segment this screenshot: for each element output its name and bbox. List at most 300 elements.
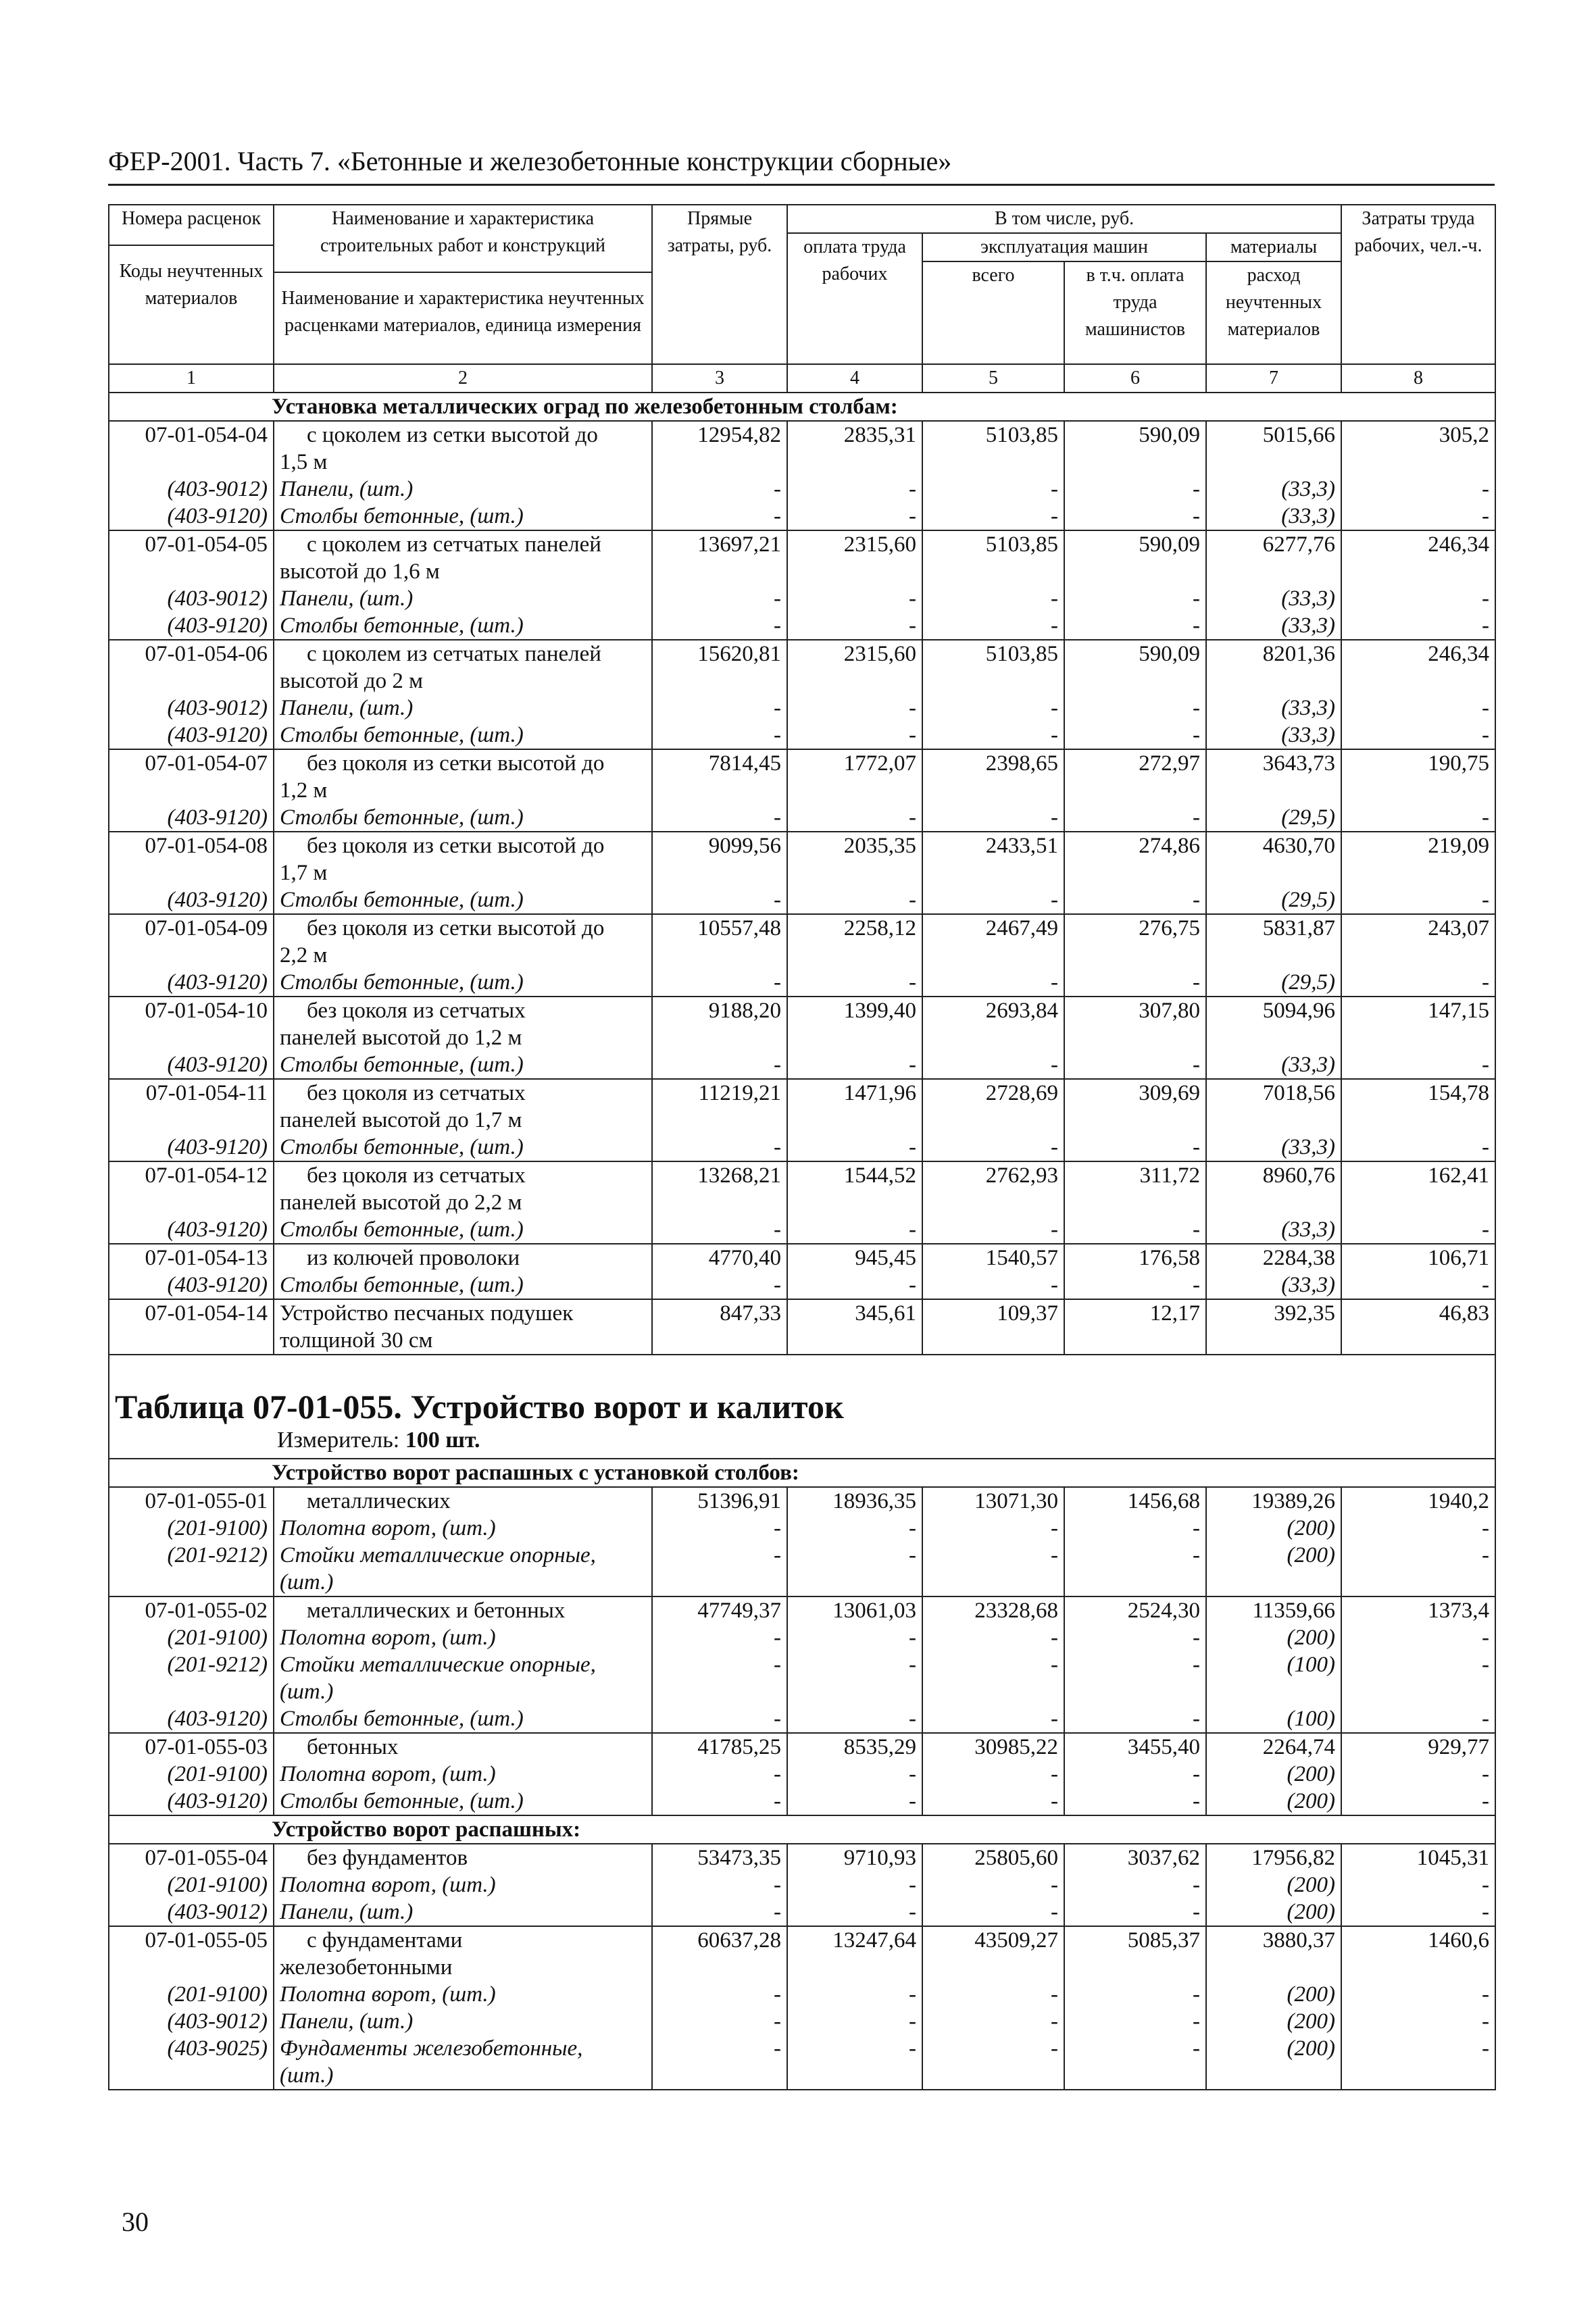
- machine-cost-cell: -: [922, 1651, 1064, 1678]
- direct-cost-cell: 12954,82: [652, 421, 787, 449]
- direct-cost-cell: [652, 2062, 787, 2090]
- code-cell: 07-01-054-07: [109, 749, 274, 777]
- machine-cost-cell: -: [922, 1624, 1064, 1651]
- labor-cost-cell: [787, 1107, 922, 1134]
- header-col4: оплата труда рабочих: [787, 233, 922, 364]
- machine-cost-cell: [922, 449, 1064, 476]
- machine-labor-cell: [1064, 1327, 1206, 1355]
- name-cell: Фундаменты железобетонные,: [274, 2035, 652, 2062]
- materials-cell: [1206, 668, 1341, 695]
- machine-cost-cell: [922, 1327, 1064, 1355]
- measure-label: Измеритель:: [277, 1428, 400, 1453]
- direct-cost-cell: -: [652, 1624, 787, 1651]
- labor-hours-cell: -: [1341, 503, 1495, 530]
- direct-cost-cell: [652, 859, 787, 886]
- labor-hours-cell: [1341, 1678, 1495, 1705]
- direct-cost-cell: -: [652, 1981, 787, 2008]
- labor-cost-cell: 13247,64: [787, 1926, 922, 1954]
- machine-cost-cell: 2728,69: [922, 1079, 1064, 1107]
- labor-cost-cell: 1399,40: [787, 997, 922, 1024]
- rate-row: [109, 1079, 1495, 1107]
- name-cell: Панели, (шт.): [274, 1898, 652, 1926]
- labor-cost-cell: [787, 558, 922, 585]
- labor-cost-cell: -: [787, 2035, 922, 2062]
- code-cell: 07-01-054-11: [109, 1079, 274, 1107]
- labor-hours-cell: -: [1341, 612, 1495, 640]
- material-row: [109, 886, 1495, 914]
- materials-cell: 11359,66: [1206, 1596, 1341, 1624]
- labor-cost-cell: -: [787, 969, 922, 997]
- machine-cost-cell: [922, 942, 1064, 969]
- code-cell: 07-01-054-08: [109, 832, 274, 859]
- labor-cost-cell: -: [787, 1515, 922, 1542]
- code-cell: [109, 1678, 274, 1705]
- materials-cell: [1206, 1678, 1341, 1705]
- machine-cost-cell: 13071,30: [922, 1487, 1064, 1515]
- materials-cell: (33,3): [1206, 695, 1341, 722]
- machine-cost-cell: -: [922, 1051, 1064, 1079]
- labor-hours-cell: -: [1341, 1515, 1495, 1542]
- continuation-row: [109, 1569, 1495, 1596]
- rate-row: [109, 914, 1495, 942]
- machine-labor-cell: 309,69: [1064, 1079, 1206, 1107]
- code-cell: [109, 1107, 274, 1134]
- direct-cost-cell: 13268,21: [652, 1161, 787, 1189]
- machine-cost-cell: 5103,85: [922, 530, 1064, 558]
- machine-labor-cell: [1064, 942, 1206, 969]
- code-cell: 07-01-055-01: [109, 1487, 274, 1515]
- machine-cost-cell: [922, 1189, 1064, 1216]
- labor-cost-cell: -: [787, 503, 922, 530]
- code-cell: (403-9120): [109, 1051, 274, 1079]
- code-cell: (403-9012): [109, 585, 274, 612]
- machine-cost-cell: 2433,51: [922, 832, 1064, 859]
- machine-labor-cell: -: [1064, 1515, 1206, 1542]
- code-cell: (403-9120): [109, 969, 274, 997]
- material-row: [109, 1272, 1495, 1299]
- header-rule: [108, 184, 1495, 186]
- machine-cost-cell: -: [922, 585, 1064, 612]
- labor-hours-cell: -: [1341, 1624, 1495, 1651]
- labor-cost-cell: 13061,03: [787, 1596, 922, 1624]
- direct-cost-cell: 51396,91: [652, 1487, 787, 1515]
- machine-labor-cell: -: [1064, 2008, 1206, 2035]
- material-row: [109, 1705, 1495, 1733]
- column-number: 8: [1341, 364, 1495, 393]
- name-cell: Столбы бетонные, (шт.): [274, 804, 652, 832]
- name-cell: панелей высотой до 1,2 м: [274, 1024, 652, 1051]
- labor-hours-cell: [1341, 2062, 1495, 2090]
- machine-labor-cell: [1064, 558, 1206, 585]
- machine-cost-cell: [922, 1678, 1064, 1705]
- labor-hours-cell: 46,83: [1341, 1299, 1495, 1327]
- material-row: [109, 1788, 1495, 1815]
- code-cell: 07-01-054-06: [109, 640, 274, 668]
- machine-labor-cell: [1064, 777, 1206, 804]
- code-cell: [109, 1327, 274, 1355]
- materials-cell: 5831,87: [1206, 914, 1341, 942]
- machine-cost-cell: [922, 1024, 1064, 1051]
- materials-cell: 6277,76: [1206, 530, 1341, 558]
- labor-cost-cell: [787, 1327, 922, 1355]
- direct-cost-cell: 4770,40: [652, 1244, 787, 1272]
- labor-hours-cell: [1341, 1107, 1495, 1134]
- labor-hours-cell: -: [1341, 722, 1495, 749]
- labor-hours-cell: -: [1341, 1705, 1495, 1733]
- labor-hours-cell: [1341, 777, 1495, 804]
- machine-cost-cell: -: [922, 503, 1064, 530]
- rate-row: [109, 1487, 1495, 1515]
- name-cell: Столбы бетонные, (шт.): [274, 1134, 652, 1161]
- machine-labor-cell: -: [1064, 1705, 1206, 1733]
- labor-cost-cell: -: [787, 1134, 922, 1161]
- materials-cell: [1206, 1024, 1341, 1051]
- materials-cell: (29,5): [1206, 804, 1341, 832]
- rate-row: [109, 1161, 1495, 1189]
- machine-cost-cell: [922, 668, 1064, 695]
- direct-cost-cell: 41785,25: [652, 1733, 787, 1761]
- measure-value: 100 шт.: [405, 1428, 480, 1453]
- code-cell: [109, 1954, 274, 1981]
- labor-cost-cell: [787, 942, 922, 969]
- machine-cost-cell: 2762,93: [922, 1161, 1064, 1189]
- material-row: [109, 804, 1495, 832]
- rate-row: [109, 640, 1495, 668]
- section-row-gates: [109, 1815, 1495, 1844]
- name-cell: с цоколем из сетки высотой до: [274, 421, 652, 449]
- materials-cell: 8960,76: [1206, 1161, 1341, 1189]
- machine-cost-cell: [922, 777, 1064, 804]
- machine-labor-cell: -: [1064, 1871, 1206, 1898]
- section-title: Установка металлических оград по железобетонным столбам:: [109, 393, 1495, 421]
- name-cell: Панели, (шт.): [274, 476, 652, 503]
- machine-labor-cell: -: [1064, 1788, 1206, 1815]
- direct-cost-cell: 847,33: [652, 1299, 787, 1327]
- direct-cost-cell: -: [652, 503, 787, 530]
- header-col7: расход неучтенных материалов: [1206, 261, 1341, 364]
- materials-cell: (33,3): [1206, 612, 1341, 640]
- labor-cost-cell: -: [787, 476, 922, 503]
- name-cell: (шт.): [274, 1678, 652, 1705]
- code-cell: (403-9120): [109, 804, 274, 832]
- rate-row: [109, 1844, 1495, 1871]
- name-cell: 1,5 м: [274, 449, 652, 476]
- code-cell: (201-9212): [109, 1651, 274, 1678]
- direct-cost-cell: -: [652, 585, 787, 612]
- rows-gates: [109, 1844, 1495, 2090]
- machine-labor-cell: 12,17: [1064, 1299, 1206, 1327]
- machine-labor-cell: -: [1064, 695, 1206, 722]
- name-cell: Столбы бетонные, (шт.): [274, 1216, 652, 1244]
- labor-cost-cell: [787, 777, 922, 804]
- continuation-row: [109, 2062, 1495, 2090]
- direct-cost-cell: [652, 1678, 787, 1705]
- page-number: 30: [122, 2207, 149, 2237]
- machine-cost-cell: -: [922, 1761, 1064, 1788]
- machine-labor-cell: [1064, 2062, 1206, 2090]
- labor-cost-cell: -: [787, 695, 922, 722]
- materials-cell: (33,3): [1206, 1272, 1341, 1299]
- direct-cost-cell: [652, 777, 787, 804]
- name-cell: Устройство песчаных подушек: [274, 1299, 652, 1327]
- rate-row: [109, 1244, 1495, 1272]
- column-number: 2: [274, 364, 652, 393]
- labor-cost-cell: -: [787, 1624, 922, 1651]
- material-row: [109, 722, 1495, 749]
- labor-hours-cell: -: [1341, 1981, 1495, 2008]
- labor-hours-cell: -: [1341, 1272, 1495, 1299]
- price-table: [108, 204, 1495, 2090]
- continuation-row: [109, 449, 1495, 476]
- code-cell: (403-9012): [109, 2008, 274, 2035]
- name-cell: металлических и бетонных: [274, 1596, 652, 1624]
- continuation-row: [109, 1107, 1495, 1134]
- materials-cell: (100): [1206, 1705, 1341, 1733]
- machine-labor-cell: [1064, 668, 1206, 695]
- labor-cost-cell: -: [787, 1981, 922, 2008]
- material-row: [109, 612, 1495, 640]
- materials-cell: (33,3): [1206, 1216, 1341, 1244]
- material-row: [109, 1981, 1495, 2008]
- machine-cost-cell: -: [922, 1898, 1064, 1926]
- labor-cost-cell: -: [787, 804, 922, 832]
- direct-cost-cell: -: [652, 1705, 787, 1733]
- materials-cell: 2284,38: [1206, 1244, 1341, 1272]
- machine-cost-cell: -: [922, 612, 1064, 640]
- machine-labor-cell: -: [1064, 476, 1206, 503]
- materials-cell: 7018,56: [1206, 1079, 1341, 1107]
- machine-labor-cell: 590,09: [1064, 640, 1206, 668]
- labor-cost-cell: 18936,35: [787, 1487, 922, 1515]
- materials-cell: (200): [1206, 1788, 1341, 1815]
- materials-cell: (33,3): [1206, 476, 1341, 503]
- section-title: Устройство ворот распашных:: [109, 1815, 1495, 1844]
- materials-cell: [1206, 2062, 1341, 2090]
- table-title-cell: [109, 1355, 1495, 1459]
- continuation-row: [109, 1189, 1495, 1216]
- column-number: 4: [787, 364, 922, 393]
- machine-cost-cell: 5103,85: [922, 640, 1064, 668]
- materials-cell: (200): [1206, 1871, 1341, 1898]
- name-cell: Столбы бетонные, (шт.): [274, 969, 652, 997]
- labor-hours-cell: [1341, 1024, 1495, 1051]
- material-row: [109, 1216, 1495, 1244]
- labor-cost-cell: -: [787, 1216, 922, 1244]
- code-cell: 07-01-054-04: [109, 421, 274, 449]
- labor-hours-cell: 219,09: [1341, 832, 1495, 859]
- machine-labor-cell: 276,75: [1064, 914, 1206, 942]
- header-group: В том числе, руб.: [787, 205, 1341, 233]
- column-number: 3: [652, 364, 787, 393]
- direct-cost-cell: -: [652, 722, 787, 749]
- materials-cell: 4630,70: [1206, 832, 1341, 859]
- name-cell: без цоколя из сетчатых: [274, 1079, 652, 1107]
- labor-cost-cell: -: [787, 1788, 922, 1815]
- code-cell: (403-9120): [109, 1705, 274, 1733]
- machine-cost-cell: 2693,84: [922, 997, 1064, 1024]
- material-row: [109, 1651, 1495, 1678]
- machine-labor-cell: 2524,30: [1064, 1596, 1206, 1624]
- labor-cost-cell: [787, 1189, 922, 1216]
- name-cell: Полотна ворот, (шт.): [274, 1624, 652, 1651]
- direct-cost-cell: 10557,48: [652, 914, 787, 942]
- materials-cell: [1206, 1327, 1341, 1355]
- labor-hours-cell: 246,34: [1341, 640, 1495, 668]
- code-cell: [109, 1189, 274, 1216]
- direct-cost-cell: [652, 1327, 787, 1355]
- labor-hours-cell: -: [1341, 1788, 1495, 1815]
- header-cell: [274, 205, 652, 364]
- labor-hours-cell: -: [1341, 585, 1495, 612]
- material-row: [109, 503, 1495, 530]
- materials-cell: (33,3): [1206, 722, 1341, 749]
- labor-hours-cell: 162,41: [1341, 1161, 1495, 1189]
- machine-labor-cell: 311,72: [1064, 1161, 1206, 1189]
- continuation-row: [109, 777, 1495, 804]
- labor-hours-cell: -: [1341, 1542, 1495, 1569]
- labor-hours-cell: [1341, 942, 1495, 969]
- materials-cell: (33,3): [1206, 1051, 1341, 1079]
- material-row: [109, 1134, 1495, 1161]
- name-cell: высотой до 2 м: [274, 668, 652, 695]
- direct-cost-cell: [652, 668, 787, 695]
- name-cell: без фундаментов: [274, 1844, 652, 1871]
- rate-row: [109, 1596, 1495, 1624]
- machine-labor-cell: [1064, 1024, 1206, 1051]
- labor-cost-cell: 1544,52: [787, 1161, 922, 1189]
- code-cell: [109, 558, 274, 585]
- material-row: [109, 1515, 1495, 1542]
- material-row: [109, 1761, 1495, 1788]
- labor-cost-cell: -: [787, 886, 922, 914]
- continuation-row: [109, 1954, 1495, 1981]
- rate-row: [109, 749, 1495, 777]
- column-number: 7: [1206, 364, 1341, 393]
- name-cell: металлических: [274, 1487, 652, 1515]
- code-cell: [109, 2062, 274, 2090]
- labor-hours-cell: 147,15: [1341, 997, 1495, 1024]
- labor-cost-cell: [787, 1569, 922, 1596]
- labor-hours-cell: 154,78: [1341, 1079, 1495, 1107]
- machine-labor-cell: -: [1064, 1134, 1206, 1161]
- code-cell: (201-9100): [109, 1981, 274, 2008]
- labor-cost-cell: -: [787, 1871, 922, 1898]
- labor-cost-cell: -: [787, 1705, 922, 1733]
- name-cell: высотой до 1,6 м: [274, 558, 652, 585]
- continuation-row: [109, 942, 1495, 969]
- rate-row: [109, 997, 1495, 1024]
- materials-cell: [1206, 1189, 1341, 1216]
- labor-cost-cell: 345,61: [787, 1299, 922, 1327]
- direct-cost-cell: -: [652, 1542, 787, 1569]
- labor-cost-cell: 8535,29: [787, 1733, 922, 1761]
- labor-hours-cell: [1341, 668, 1495, 695]
- machine-cost-cell: -: [922, 2035, 1064, 2062]
- labor-cost-cell: -: [787, 1272, 922, 1299]
- materials-cell: (100): [1206, 1651, 1341, 1678]
- code-cell: [109, 859, 274, 886]
- machine-labor-cell: -: [1064, 1898, 1206, 1926]
- machine-cost-cell: 2398,65: [922, 749, 1064, 777]
- code-cell: (403-9120): [109, 1134, 274, 1161]
- materials-cell: 5094,96: [1206, 997, 1341, 1024]
- machine-cost-cell: 2467,49: [922, 914, 1064, 942]
- name-cell: (шт.): [274, 2062, 652, 2090]
- machine-cost-cell: [922, 558, 1064, 585]
- labor-hours-cell: -: [1341, 2008, 1495, 2035]
- material-row: [109, 476, 1495, 503]
- direct-cost-cell: 15620,81: [652, 640, 787, 668]
- machine-labor-cell: 176,58: [1064, 1244, 1206, 1272]
- header-col3: Прямые затраты, руб.: [652, 205, 787, 364]
- direct-cost-cell: 11219,21: [652, 1079, 787, 1107]
- materials-cell: (33,3): [1206, 503, 1341, 530]
- code-cell: (403-9120): [109, 722, 274, 749]
- labor-hours-cell: -: [1341, 804, 1495, 832]
- code-cell: 07-01-055-02: [109, 1596, 274, 1624]
- direct-cost-cell: [652, 1189, 787, 1216]
- materials-cell: (200): [1206, 1761, 1341, 1788]
- name-cell: без цоколя из сетки высотой до: [274, 914, 652, 942]
- materials-cell: [1206, 1954, 1341, 1981]
- rate-row: [109, 421, 1495, 449]
- name-cell: Стойки металлические опорные,: [274, 1542, 652, 1569]
- machine-labor-cell: 307,80: [1064, 997, 1206, 1024]
- materials-cell: [1206, 449, 1341, 476]
- labor-hours-cell: [1341, 1954, 1495, 1981]
- code-cell: 07-01-054-10: [109, 997, 274, 1024]
- header-col2-bottom: Наименование и характеристика неучтенных расценками материалов, единица измерения: [281, 288, 645, 336]
- material-row: [109, 695, 1495, 722]
- header-col1-top: Номера расценок: [109, 205, 273, 246]
- machine-cost-cell: -: [922, 695, 1064, 722]
- direct-cost-cell: -: [652, 476, 787, 503]
- code-cell: (403-9012): [109, 476, 274, 503]
- header-col1-bottom: Коды неучтенных материалов: [119, 261, 264, 309]
- name-cell: без цоколя из сетчатых: [274, 997, 652, 1024]
- name-cell: Столбы бетонные, (шт.): [274, 1705, 652, 1733]
- name-cell: Столбы бетонные, (шт.): [274, 503, 652, 530]
- header-col2-top: Наименование и характеристика строительных работ и конструкций: [274, 205, 651, 273]
- materials-cell: 2264,74: [1206, 1733, 1341, 1761]
- direct-cost-cell: [652, 1569, 787, 1596]
- machine-cost-cell: -: [922, 1515, 1064, 1542]
- labor-cost-cell: [787, 1024, 922, 1051]
- machine-cost-cell: [922, 1954, 1064, 1981]
- material-row: [109, 585, 1495, 612]
- labor-hours-cell: -: [1341, 1651, 1495, 1678]
- materials-cell: 17956,82: [1206, 1844, 1341, 1871]
- direct-cost-cell: [652, 1107, 787, 1134]
- labor-hours-cell: [1341, 1569, 1495, 1596]
- name-cell: Полотна ворот, (шт.): [274, 1871, 652, 1898]
- materials-cell: (200): [1206, 2008, 1341, 2035]
- labor-hours-cell: 1940,2: [1341, 1487, 1495, 1515]
- machine-cost-cell: 43509,27: [922, 1926, 1064, 1954]
- machine-labor-cell: -: [1064, 722, 1206, 749]
- header-col8: Затраты труда рабочих, чел.-ч.: [1341, 205, 1495, 364]
- direct-cost-cell: -: [652, 1871, 787, 1898]
- name-cell: 1,2 м: [274, 777, 652, 804]
- code-cell: (403-9120): [109, 1216, 274, 1244]
- header-col6: в т.ч. оплата труда машинистов: [1064, 261, 1206, 364]
- machine-cost-cell: -: [922, 1705, 1064, 1733]
- machine-labor-cell: [1064, 1569, 1206, 1596]
- rows-gates-posts: [109, 1487, 1495, 1815]
- machine-cost-cell: -: [922, 969, 1064, 997]
- machine-labor-cell: -: [1064, 886, 1206, 914]
- material-row: [109, 1051, 1495, 1079]
